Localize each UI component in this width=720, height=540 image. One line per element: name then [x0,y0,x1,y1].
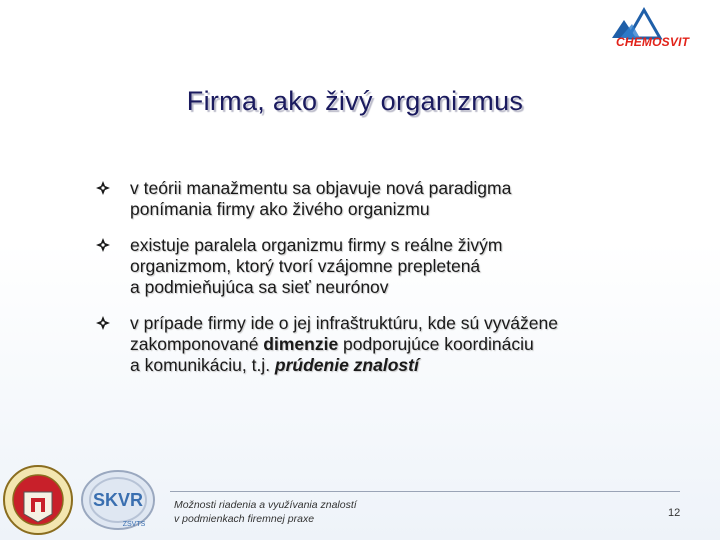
slide-title: Firma, ako živý organizmus [186,86,524,116]
skvr-logo-text: SKVR [92,490,144,510]
university-crest-icon [2,458,74,540]
bullet-item [96,178,656,220]
bullet-item [96,313,656,376]
bullet-text [130,178,656,220]
diamond-bullet-icon [96,238,110,252]
footer-text [174,498,357,526]
bullet-item [96,235,656,298]
bold-text-prudenie-znalosti: prúdenie znalostí [274,355,419,375]
bullet-line: v teórii manažmentu sa objavuje nová paradigma [130,178,512,198]
bullet-line [130,334,656,355]
bullet-text [130,313,656,376]
diamond-bullet-icon [96,181,110,195]
bullet-line: ponímania firmy ako živého organizmu [130,199,430,219]
diamond-bullet-icon [96,316,110,330]
bullet-line [130,355,656,376]
bullet-line: existuje paralela organizmu firmy s reálne živým [130,235,503,255]
footer-line-1: Možnosti riadenia a využívania znalostí [174,499,357,511]
page-number: 12 [668,507,681,519]
text-run: zakomponované [130,334,264,354]
bullet-line: v prípade firmy ide o jej infraštruktúru, kde sú vyvážene [130,313,558,333]
text-run: podporujúce koordináciu [338,334,534,354]
text-run: a komunikáciu, t.j. [130,355,275,375]
bullet-line: a podmieňujúca sa sieť neurónov [130,277,389,297]
bullet-list [96,178,656,391]
bold-text-dimenzie: dimenzie [263,334,339,354]
zsvts-logo-text: ZSVTS [122,521,146,528]
bullet-text [130,235,656,298]
footer-line-2: v podmienkach firemnej praxe [174,513,315,525]
skvr-logo-icon [78,468,162,534]
bullet-line: organizmom, ktorý tvorí vzájomne prepletená [130,256,481,276]
logo-text: CHEMOSVIT [616,35,690,49]
footer-divider [170,491,680,492]
